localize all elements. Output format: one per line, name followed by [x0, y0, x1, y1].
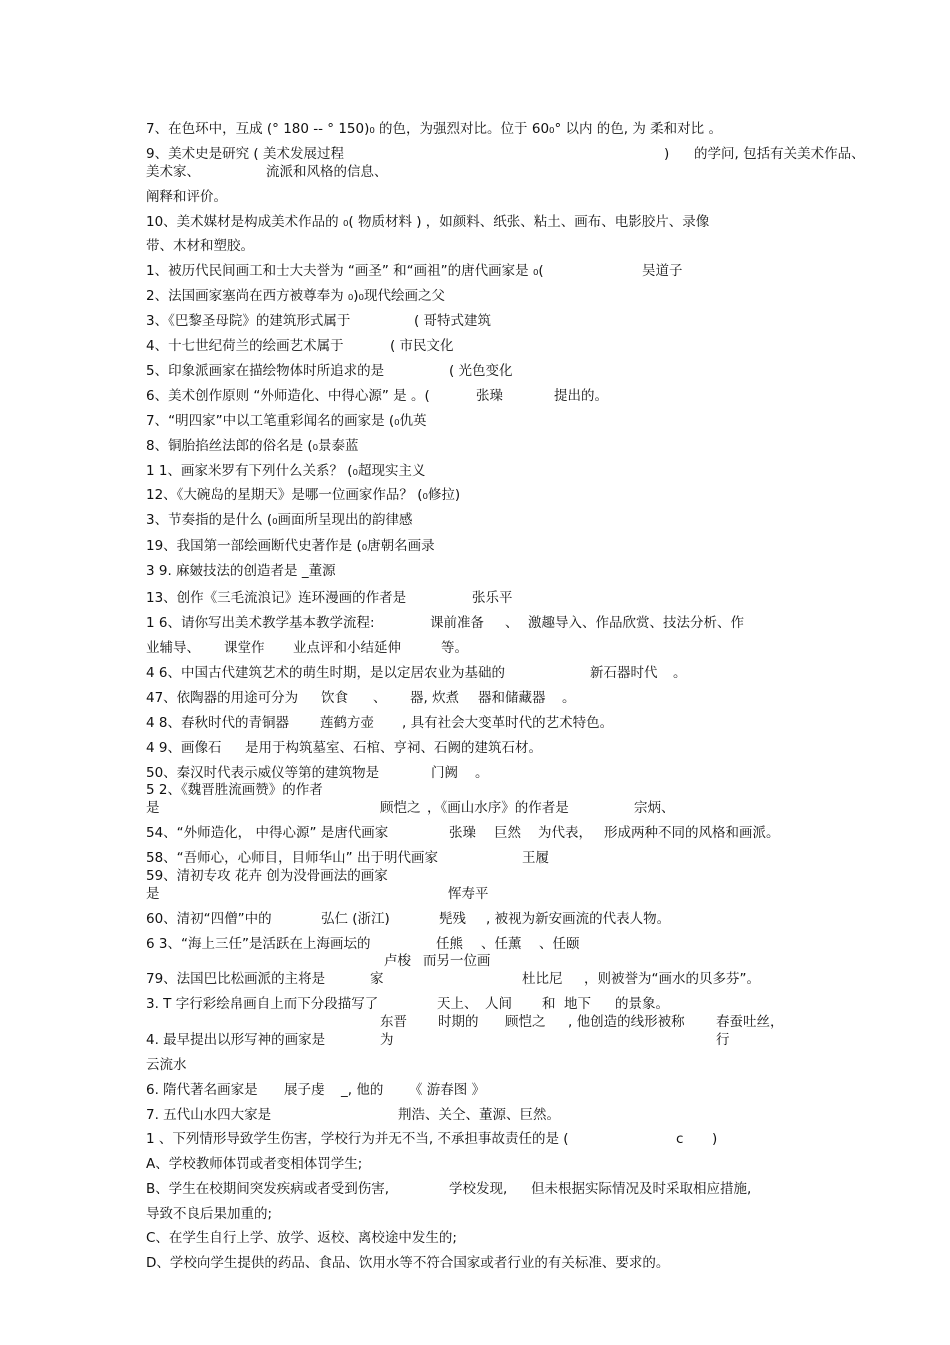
- text-line-38-part-2: 天上、: [437, 996, 478, 1012]
- text-line-49: D、学校向学生提供的药品、食品、饮用水等不符合国家或者行业的有关标准、要求的。: [146, 1255, 670, 1271]
- text-line-42-part-2: 展子虔: [284, 1082, 325, 1098]
- text-line-18: 19、我国第一部绘画断代史著作是 (₀唐朝名画录: [146, 538, 435, 554]
- text-line-34-part-4: , 被视为新安画流的代表人物。: [486, 911, 671, 927]
- text-line-24-part-4: 器, 炊煮: [410, 690, 460, 706]
- text-line-24-part-2: 饮食: [321, 690, 348, 706]
- text-line-22-part-4: 等。: [441, 640, 468, 656]
- text-line-25-part-1: 4 8、春秋时代的青铜器: [146, 715, 289, 731]
- text-line-35-part-3: 、任薰: [481, 936, 522, 952]
- text-line-12-part-1: 6、美术创作原则 “外师造化、中得心源” 是 。(: [146, 388, 430, 404]
- text-line-25-part-2: 莲鹤方壶: [320, 715, 374, 731]
- text-line-46-part-3: 但未根据实际情况及时采取相应措施,: [531, 1181, 752, 1197]
- text-line-26-part-1: 4 9、画像石: [146, 740, 222, 756]
- text-line-25-part-3: , 具有社会大变革时代的艺术特色。: [402, 715, 614, 731]
- text-line-17: 3、节奏指的是什么 (₀画面所呈现出的韵律感: [146, 512, 413, 528]
- text-line-23-part-2: 新石器时代: [590, 665, 658, 681]
- text-line-23-part-1: 4 6、中国古代建筑艺术的萌生时期，是以定居农业为基础的: [146, 665, 505, 681]
- text-line-30-part-5: 形成两种不同的风格和画派。: [604, 825, 780, 841]
- text-line-35-part-4: 、任颐: [539, 936, 580, 952]
- text-line-3-part-1: 美术家、: [146, 164, 200, 180]
- text-line-2-part-1: 9、美术史是研究 ( 美术发展过程: [146, 146, 344, 162]
- text-line-38-part-4: 和: [542, 996, 556, 1012]
- text-line-12-part-3: 提出的。: [554, 388, 608, 404]
- text-line-27-part-3: 。: [475, 765, 489, 781]
- text-line-24-part-1: 47、依陶器的用途可分为: [146, 690, 299, 706]
- text-line-29-part-2: 顾恺之: [380, 800, 421, 816]
- text-line-37-part-4: ，则被誉为“画水的贝多芬”。: [584, 971, 760, 987]
- text-line-27-part-2: 门阙: [431, 765, 458, 781]
- text-line-29-part-4: 宗炳、: [634, 800, 675, 816]
- text-line-2-part-2: ): [664, 146, 670, 162]
- text-line-4: 阐释和评价。: [146, 189, 227, 205]
- text-line-39-part-1: 东晋: [380, 1014, 407, 1030]
- text-line-38-part-1: 3. T 字行彩绘帛画自上而下分段描写了: [146, 996, 379, 1012]
- text-line-21-part-2: 课前准备: [430, 615, 484, 631]
- text-line-38-part-5: 地下: [564, 996, 591, 1012]
- text-line-42-part-1: 6. 隋代著名画家是: [146, 1082, 258, 1098]
- text-line-7-part-1: 1、被历代民间画工和士大夫誉为 “画圣” 和“画祖”的唐代画家是 ₀(: [146, 263, 544, 279]
- text-line-9-part-2: ( 哥特式建筑: [414, 313, 492, 329]
- text-line-46-part-1: B、学生在校期间突发疾病或者受到伤害,: [146, 1181, 390, 1197]
- text-line-38-part-6: 的景象。: [615, 996, 669, 1012]
- text-line-19: 3 9. 麻皴技法的创造者是 _董源: [146, 563, 336, 579]
- text-line-24-part-6: 。: [562, 690, 576, 706]
- text-line-24-part-3: 、: [373, 690, 387, 706]
- text-line-39-part-4: , 他创造的线形被称: [568, 1014, 685, 1030]
- text-line-46-part-2: 学校发现,: [449, 1181, 508, 1197]
- text-line-39-part-3: 顾恺之: [505, 1014, 546, 1030]
- text-line-29-part-1: 是: [146, 800, 160, 816]
- text-line-9-part-1: 3、《巴黎圣母院》的建筑形式属于: [146, 313, 351, 329]
- text-line-39-part-5: 春蚕吐丝，: [716, 1014, 784, 1030]
- text-line-28: 5 2、《魏晋胜流画赞》的作者: [146, 782, 323, 798]
- text-line-21-part-1: 1 6、请你写出美术教学基本教学流程:: [146, 615, 375, 631]
- text-line-20-part-2: 张乐平: [472, 590, 513, 606]
- text-line-16: 12、《大碗岛的星期天》是哪一位画家作品？ (₀修拉): [146, 487, 461, 503]
- text-line-34-part-1: 60、清初“四僧”中的: [146, 911, 272, 927]
- text-line-6: 带、木材和塑胶。: [146, 238, 254, 254]
- text-line-37-part-3: 杜比尼: [522, 971, 563, 987]
- text-line-31-part-1: 58、“吾师心，心师目，目师华山” 出于明代画家: [146, 850, 438, 866]
- text-line-11-part-1: 5、印象派画家在描绘物体时所追求的是: [146, 363, 385, 379]
- text-line-48: C、在学生自行上学、放学、返校、离校途中发生的;: [146, 1230, 457, 1246]
- text-line-22-part-3: 业点评和小结延伸: [293, 640, 401, 656]
- text-line-27-part-1: 50、秦汉时代表示威仪等第的建筑物是: [146, 765, 380, 781]
- text-line-43-part-2: 荆浩、关仝、董源、巨然。: [398, 1107, 560, 1123]
- text-line-45: A、学校教师体罚或者变相体罚学生;: [146, 1156, 363, 1172]
- text-line-3-part-2: 流派和风格的信息、: [266, 164, 388, 180]
- text-line-29-part-3: ，《画山水序》的作者是: [427, 800, 569, 816]
- text-line-12-part-2: 张璪: [476, 388, 503, 404]
- text-line-10-part-1: 4、十七世纪荷兰的绘画艺术属于: [146, 338, 344, 354]
- text-line-1: 7、在色环中，互成 (° 180 -- ° 150)₀ 的色，为强烈对比。位于 60₀° 以内 的色, 为 柔和对比 。: [146, 121, 722, 137]
- text-line-20-part-1: 13、创作《三毛流浪记》连环漫画的作者是: [146, 590, 407, 606]
- text-line-41: 云流水: [146, 1057, 187, 1073]
- text-line-26-part-2: 是用于构筑墓室、石棺、亨祠、石阙的建筑石材。: [245, 740, 542, 756]
- text-line-32: 59、清初专攻 花卉 创为没骨画法的画家: [146, 868, 388, 884]
- text-line-33-part-2: 恽寿平: [448, 886, 489, 902]
- text-line-30-part-3: 巨然: [494, 825, 521, 841]
- text-line-47: 导致不良后果加重的;: [146, 1206, 273, 1222]
- text-line-7-part-2: 吴道子: [642, 263, 683, 279]
- text-line-33-part-1: 是: [146, 886, 160, 902]
- text-line-22-part-2: 课堂作: [224, 640, 265, 656]
- text-line-15: 1 1、画家米罗有下列什么关系？ (₀超现实主义: [146, 463, 426, 479]
- text-line-40-part-1: 4. 最早提出以形写神的画家是: [146, 1032, 326, 1048]
- text-line-34-part-3: 髡残: [439, 911, 466, 927]
- text-line-30-part-4: 为代表，: [538, 825, 592, 841]
- text-line-40-part-3: 行: [716, 1032, 730, 1048]
- text-line-13: 7、“明四家”中以工笔重彩闻名的画家是 (₀仇英: [146, 413, 427, 429]
- text-line-22-part-1: 业辅导、: [146, 640, 200, 656]
- text-line-38-part-3: 人间: [485, 996, 512, 1012]
- text-line-8: 2、法国画家塞尚在西方被尊奉为 ₀)₀现代绘画之父: [146, 288, 445, 304]
- text-line-30-part-2: 张璪: [449, 825, 476, 841]
- text-line-31-part-2: 王履: [522, 850, 549, 866]
- text-line-42-part-4: 《 游春图 》: [409, 1082, 486, 1098]
- text-line-42-part-3: _, 他的: [341, 1082, 384, 1098]
- text-line-21-part-4: 激趣导入、作品欣赏、技法分析、作: [528, 615, 744, 631]
- text-line-44-part-1: 1 、下列情形导致学生伤害，学校行为并无不当, 不承担事故责任的是 (: [146, 1131, 569, 1147]
- text-line-21-part-3: 、: [505, 615, 519, 631]
- text-line-36-part-1: 卢梭: [384, 953, 411, 969]
- text-line-34-part-2: 弘仁 (浙江): [321, 911, 390, 927]
- text-line-37-part-1: 79、法国巴比松画派的主将是: [146, 971, 326, 987]
- text-line-10-part-2: ( 市民文化: [390, 338, 454, 354]
- text-line-11-part-2: ( 光色变化: [449, 363, 513, 379]
- text-line-30-part-1: 54、“外师造化， 中得心源” 是唐代画家: [146, 825, 389, 841]
- text-line-43-part-1: 7. 五代山水四大家是: [146, 1107, 272, 1123]
- text-line-37-part-2: 家: [370, 971, 384, 987]
- text-line-2-part-3: 的学问, 包括有关美术作品、: [694, 146, 865, 162]
- text-line-36-part-2: 而另一位画: [423, 953, 491, 969]
- text-line-14: 8、铜胎掐丝法郎的俗名是 (₀景泰蓝: [146, 438, 359, 454]
- text-line-24-part-5: 器和储藏器: [478, 690, 546, 706]
- text-line-44-part-2: c: [676, 1131, 684, 1147]
- text-line-44-part-3: ): [712, 1131, 718, 1147]
- text-line-40-part-2: 为: [380, 1032, 394, 1048]
- text-line-35-part-1: 6 3、“海上三任”是活跃在上海画坛的: [146, 936, 371, 952]
- text-line-5: 10、美术媒材是构成美术作品的 ₀( 物质材料 ) ，如颜料、纸张、粘土、画布、电影胶片、录像: [146, 214, 710, 230]
- text-line-23-part-3: 。: [673, 665, 687, 681]
- text-line-39-part-2: 时期的: [438, 1014, 479, 1030]
- text-line-35-part-2: 任熊: [436, 936, 463, 952]
